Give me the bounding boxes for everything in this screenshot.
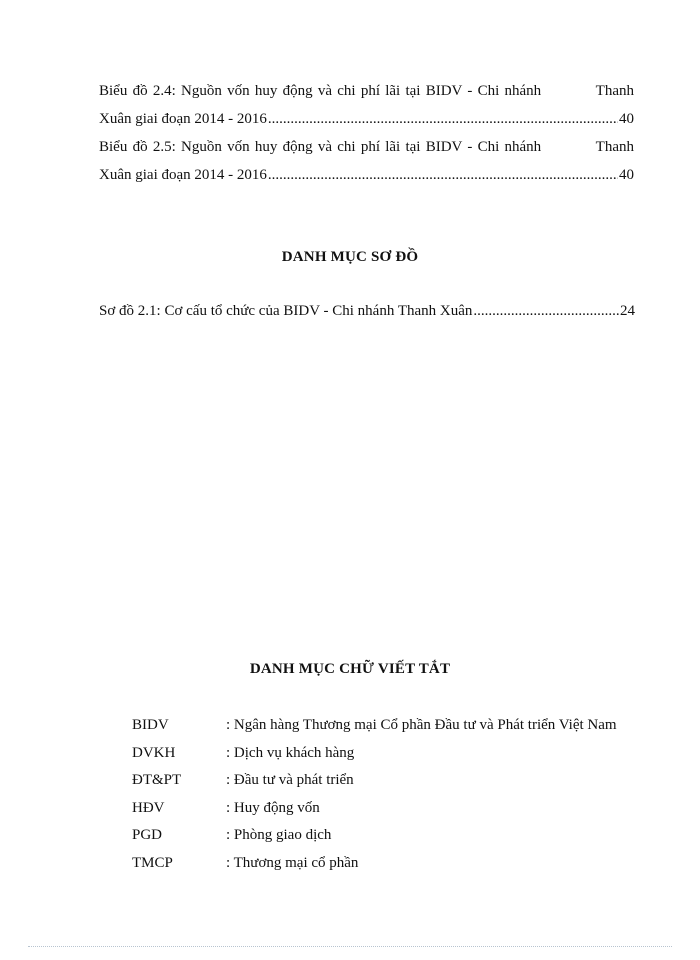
toc-entry-chart-2-5	[99, 133, 634, 189]
abbreviation-row	[132, 740, 617, 768]
abbreviations-list	[132, 712, 617, 877]
abbreviation-meaning: : Dịch vụ khách hàng	[226, 744, 355, 761]
abbreviation-row	[132, 850, 617, 878]
toc-entry-line1	[99, 133, 634, 161]
dot-leader	[473, 297, 619, 325]
abbreviation-row	[132, 795, 617, 823]
abbreviation-term: HĐV	[132, 799, 165, 816]
toc-entry-line2	[99, 161, 634, 189]
toc-entry-title-cont: Xuân giai đoạn 2014 - 2016	[99, 111, 267, 127]
diagrams-heading: DANH MỤC SƠ ĐỒ	[281, 249, 419, 265]
abbreviation-meaning: : Phòng giao dịch	[226, 827, 332, 843]
toc-entry-title: Sơ đồ 2.1: Cơ cấu tổ chức của BIDV - Chi nhánh Thanh Xuân	[99, 303, 473, 319]
toc-entry-title-end: Thanh	[595, 139, 634, 155]
dot-leader	[268, 105, 618, 133]
dot-leader	[268, 161, 618, 189]
toc-page-number: 40	[619, 111, 634, 127]
toc-page-number: 24	[620, 303, 635, 319]
abbreviation-row	[132, 767, 617, 795]
toc-entry-line1	[99, 77, 634, 105]
toc-entry-line	[99, 297, 635, 325]
abbreviations-heading: DANH MỤC CHỮ VIẾT TẮT	[249, 661, 451, 677]
abbreviation-meaning: : Đầu tư và phát triển	[226, 772, 354, 788]
toc-entry-title: Biểu đồ 2.5: Nguồn vốn huy động và chi phí lãi tại BIDV - Chi nhánh	[99, 139, 542, 155]
toc-entry-title: Biểu đồ 2.4: Nguồn vốn huy động và chi phí lãi tại BIDV - Chi nhánh	[99, 83, 542, 99]
abbreviation-row	[132, 712, 617, 740]
abbreviation-term: TMCP	[132, 854, 173, 871]
abbreviation-meaning: : Thương mại cổ phần	[226, 854, 359, 871]
abbreviation-term: ĐT&PT	[132, 772, 182, 788]
toc-entry-line2	[99, 105, 634, 133]
toc-page-number: 40	[619, 167, 634, 183]
toc-entry-title-cont: Xuân giai đoạn 2014 - 2016	[99, 167, 267, 183]
toc-entry-title-end: Thanh	[595, 83, 634, 99]
toc-entry-diagram-2-1	[99, 297, 635, 325]
toc-entry-chart-2-4	[99, 77, 634, 133]
page-bottom-divider	[28, 946, 672, 947]
abbreviation-term: DVKH	[132, 744, 176, 761]
abbreviation-meaning: : Huy động vốn	[226, 799, 320, 816]
abbreviation-term: BIDV	[132, 717, 169, 733]
abbreviation-meaning: : Ngân hàng Thương mại Cổ phần Đầu tư và Phát triển Việt Nam	[226, 717, 617, 733]
abbreviation-term: PGD	[132, 827, 163, 843]
abbreviation-row	[132, 822, 617, 850]
